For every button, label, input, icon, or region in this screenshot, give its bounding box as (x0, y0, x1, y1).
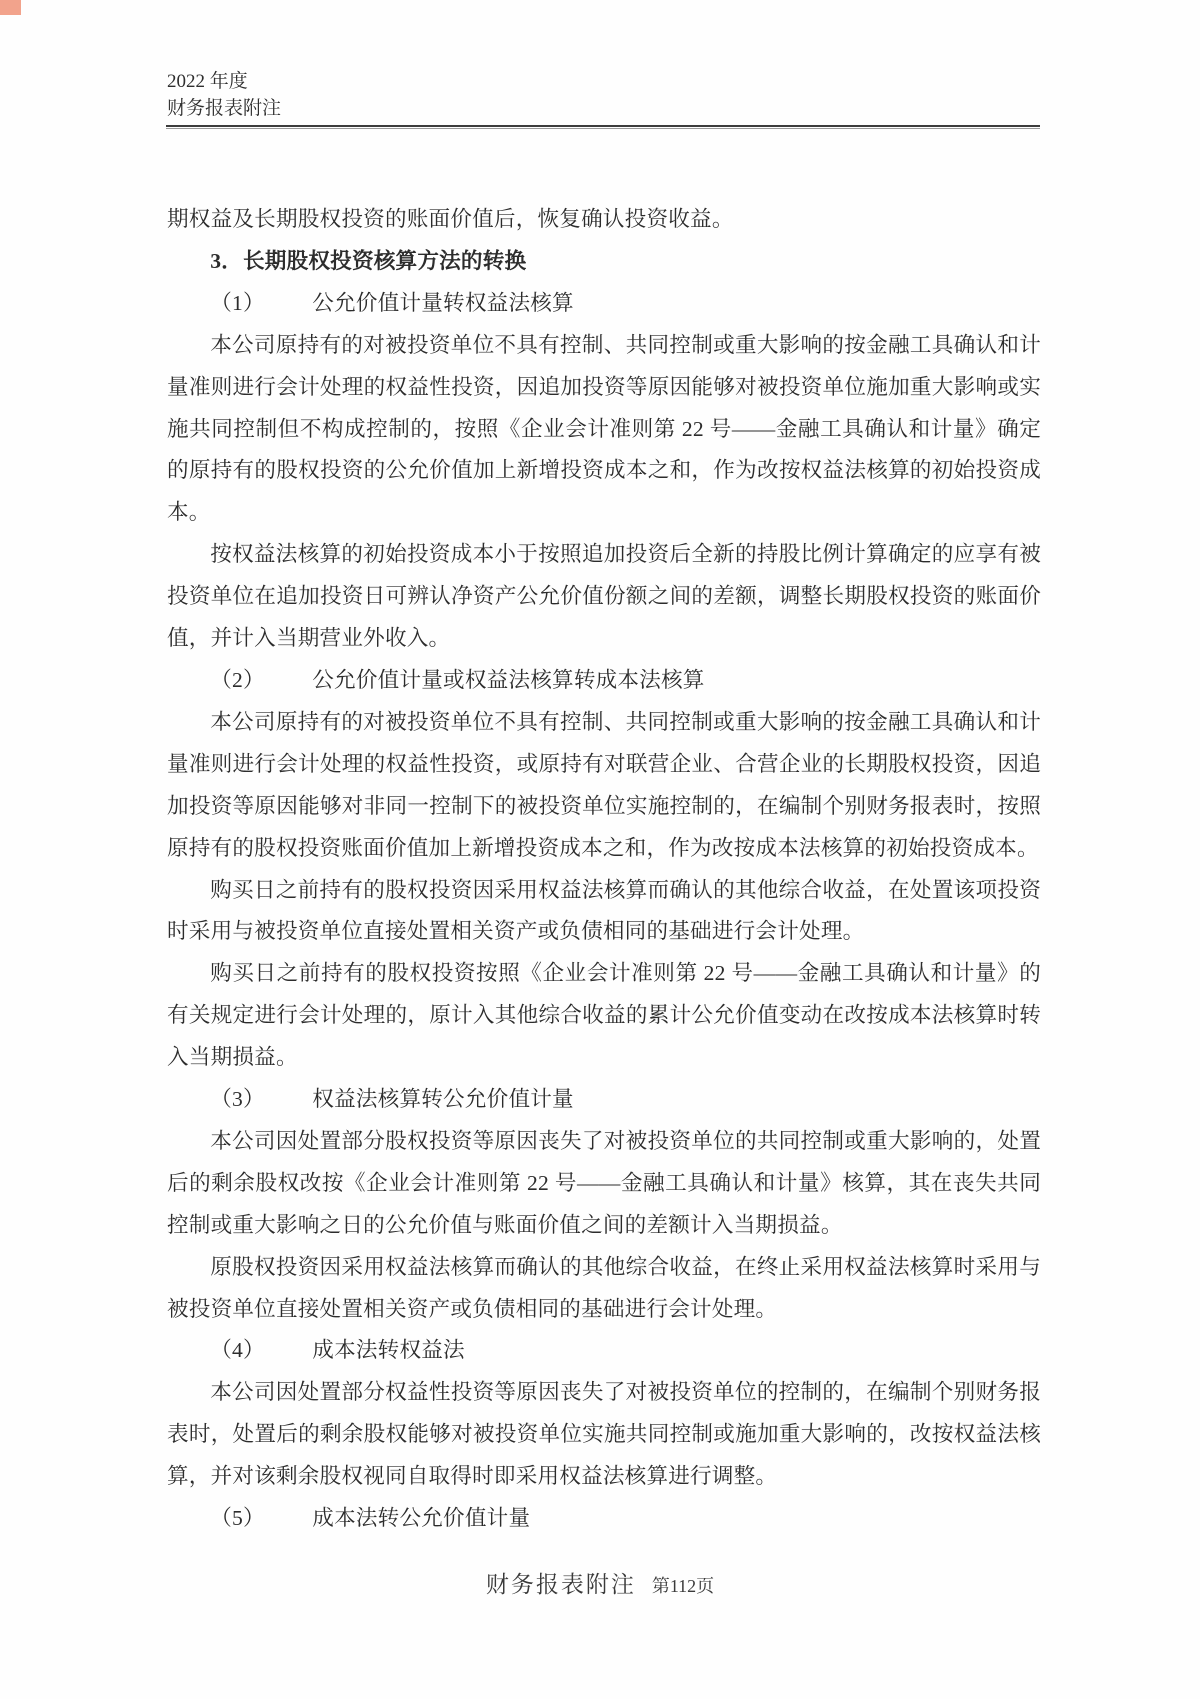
heading-text: 成本法转权益法 (312, 1338, 465, 1363)
header-divider (166, 125, 1040, 129)
item-heading (167, 660, 1041, 702)
footer-page-number: 第112页 (651, 1576, 715, 1596)
item-heading (167, 283, 1041, 325)
document-body (167, 199, 1041, 1540)
paragraph: 按权益法核算的初始投资成本小于按照追加投资后全新的持股比例计算确定的应享有被投资单位在追加投资日可辨认净资产公允价值份额之间的差额，调整长期股权投资的账面价值，并计入当期营业外收入。 (167, 542, 1041, 651)
heading-number: 3． (210, 248, 243, 273)
item-heading (167, 1498, 1041, 1540)
paragraph: 本公司因处置部分权益性投资等原因丧失了对被投资单位的控制的，在编制个别财务报表时，处置后的剩余股权能够对被投资单位实施共同控制或施加重大影响的，改按权益法核算，并对该剩余股权视同自取得时即采用权益法核算进行调整。 (167, 1380, 1041, 1489)
item-heading (167, 1330, 1041, 1372)
paragraph: 本公司原持有的对被投资单位不具有控制、共同控制或重大影响的按金融工具确认和计量准则进行会计处理的权益性投资，因追加投资等原因能够对被投资单位施加重大影响或实施共同控制但不构成控制的，按照《企业会计准则第 22 号——金融工具确认和计量》确定的原持有的股权投资的公允价值加上新增投资成本之和，作为改按权益法核算的初始投资成本。 (167, 332, 1041, 525)
heading-number: （2） (210, 667, 265, 692)
heading-number: （5） (210, 1506, 265, 1531)
heading-text: 长期股权投资核算方法的转换 (242, 248, 527, 273)
heading-number: （1） (210, 290, 265, 315)
page-footer (0, 1566, 1200, 1599)
paragraph: 购买日之前持有的股权投资因采用权益法核算而确认的其他综合收益，在处置该项投资时采用与被投资单位直接处置相关资产或负债相同的基础进行会计处理。 (167, 877, 1041, 944)
paragraph: 本公司因处置部分股权投资等原因丧失了对被投资单位的共同控制或重大影响的，处置后的剩余股权改按《企业会计准则第 22 号——金融工具确认和计量》核算，其在丧失共同控制或重大影响之日的公允价值与账面价值之间的差额计入当期损益。 (167, 1128, 1041, 1237)
corner-artifact (0, 0, 21, 15)
header-doc-title: 财务报表附注 (167, 98, 282, 119)
heading-number: （3） (210, 1087, 265, 1112)
heading-text: 成本法转公允价值计量 (312, 1506, 531, 1531)
heading-text: 公允价值计量或权益法核算转成本法核算 (312, 667, 705, 692)
page-header (167, 68, 1040, 122)
header-year: 2022 年度 (167, 71, 248, 92)
section-heading (167, 241, 1041, 283)
heading-text: 公允价值计量转权益法核算 (312, 290, 574, 315)
item-heading (167, 1079, 1041, 1121)
footer-title: 财务报表附注 (485, 1572, 636, 1597)
heading-text: 权益法核算转公允价值计量 (312, 1087, 574, 1112)
paragraph: 原股权投资因采用权益法核算而确认的其他综合收益，在终止采用权益法核算时采用与被投资单位直接处置相关资产或负债相同的基础进行会计处理。 (167, 1254, 1041, 1321)
heading-number: （4） (210, 1338, 265, 1363)
paragraph: 期权益及长期股权投资的账面价值后，恢复确认投资收益。 (167, 207, 734, 231)
paragraph: 本公司原持有的对被投资单位不具有控制、共同控制或重大影响的按金融工具确认和计量准则进行会计处理的权益性投资，或原持有对联营企业、合营企业的长期股权投资，因追加投资等原因能够对非同一控制下的被投资单位实施控制的，在编制个别财务报表时，按照原持有的股权投资账面价值加上新增投资成本之和，作为改按成本法核算的初始投资成本。 (167, 709, 1041, 860)
paragraph: 购买日之前持有的股权投资按照《企业会计准则第 22 号——金融工具确认和计量》的有关规定进行会计处理的，原计入其他综合收益的累计公允价值变动在改按成本法核算时转入当期损益。 (167, 961, 1041, 1070)
